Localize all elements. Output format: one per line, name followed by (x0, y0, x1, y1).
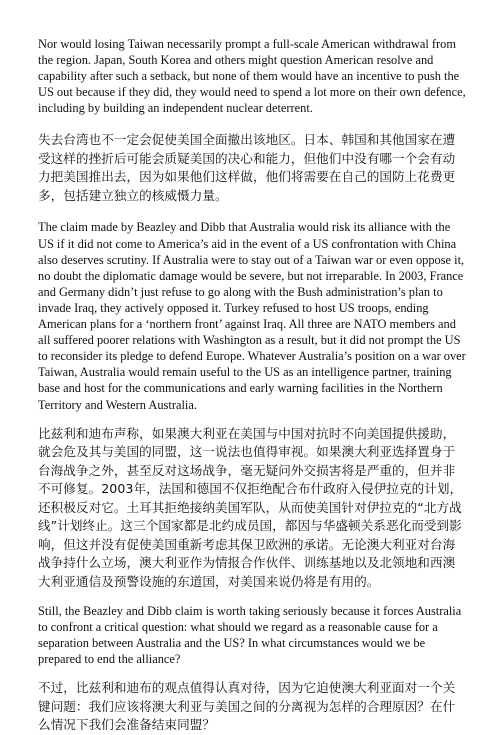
paragraph-chinese-2: 比兹利和迪布声称，如果澳大利亚在美国与中国对抗时不向美国提供援助，就会危及其与美国的同盟，这一说法也值得审视。如果澳大利亚选择置身于台海战争之外，甚至反对这场战争，毫无疑问外交损害将是严重的，但并非不可修复。2003年，法国和德国不仅拒绝配合布什政府入侵伊拉克的计划，还积极反对它。土耳其拒绝接纳美国军队，从而使美国针对伊拉克的“北方战线”计划终止。这三个国家都是北约成员国，都因与华盛顿关系恶化而受到影响，但这并没有促使美国重新考虑其保卫欧洲的承诺。无论澳大利亚对台海战争持什么立场，澳大利亚作为情报合作伙伴、训练基地以及北领地和西澳大利亚通信及预警设施的东道国，对美国来说仍将是有用的。 (38, 425, 463, 589)
paragraph-chinese-1: 失去台湾也不一定会促使美国全面撤出该地区。日本、韩国和其他国家在遭受这样的挫折后可能会质疑美国的决心和能力，但他们中没有哪一个会有动力把美国推出去，因为如果他们这样做，他们将需要在自己的国防上花费更多，包括建立独立的核威慑力量。 (38, 132, 456, 203)
paragraph-chinese-3: 不过，比兹利和迪布的观点值得认真对待，因为它迫使澳大利亚面对一个关键问题：我们应该将澳大利亚与美国之间的分离视为怎样的合理原因？在什么情况下我们会准备结束同盟？ (38, 680, 456, 733)
paragraph-english-1: Nor would losing Taiwan necessarily prompt a full-scale American withdrawal from the region. Japan, South Korea and others might question American resolve and capability after such a setback, but none of them would have an incentive to push the US out because if they did, they would need to spend a lot more on their own defence, including by building an independent nuclear deterrent. (38, 37, 466, 116)
paragraph-english-3: Still, the Beazley and Dibb claim is worth taking seriously because it forces Australia to confront a critical question: what should we regard as a reasonable cause for a separation between Australia and the US? In what circumstances would we be prepared to end the alliance? (38, 604, 462, 667)
paragraph-english-2: The claim made by Beazley and Dibb that Australia would risk its alliance with the US if it did not come to America’s aid in the event of a US confrontation with China also deserves scrutiny. If Australia were to stay out of a Taiwan war or even oppose it, no doubt the diplomatic damage would be severe, but not irreparable. In 2003, France and Germany didn’t just refuse to go along with the Bush administration’s plan to invade Iraq, they actively opposed it. Turkey refused to host US troops, ending American plans for a ‘northern front’ against Iraq. All three are NATO members and all suffered poorer relations with Washington as a result, but it did not prompt the US to reconsider its pledge to defend Europe. Whatever Australia’s position on a war over Taiwan, Australia would remain useful to the US as an intelligence partner, training base and host for the communications and early warning facilities in the Northern Territory and Western Australia. (38, 220, 466, 412)
